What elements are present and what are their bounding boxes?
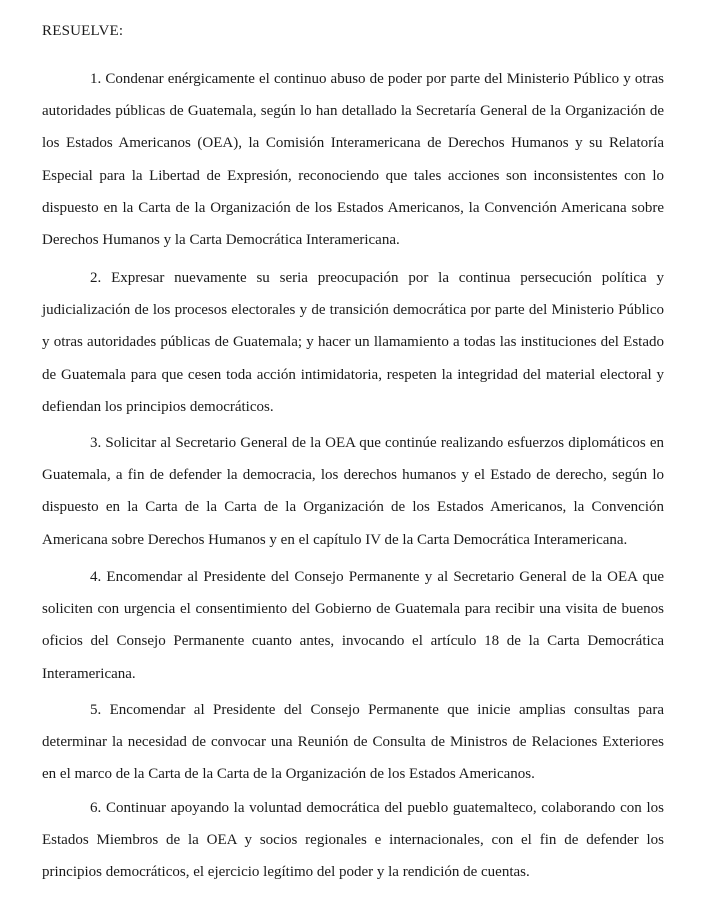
resolution-item-1: 1. Condenar enérgicamente el continuo abuso de poder por parte del Ministerio Público y otras autoridades públicas de Guatemala, según lo han detallado la Secretaría General de la Organización de los Estados Americanos (OEA), la Comisión Interamericana de Derechos Humanos y su Relatoría Especial para la Libertad de Expresión, reconociendo que tales acciones son inconsistentes con lo dispuesto en la Carta de la Organización de los Estados Americanos, la Convención Americana sobre Derechos Humanos y la Carta Democrática Interamericana. [42, 71, 664, 249]
resolution-item-6: 6. Continuar apoyando la voluntad democrática del pueblo guatemalteco, colaborando con los Estados Miembros de la OEA y socios regionales e internacionales, con el fin de defender los principios democráticos, el ejercicio legítimo del poder y la rendición de cuentas. [42, 800, 664, 881]
resolution-item-5: 5. Encomendar al Presidente del Consejo Permanente que inicie amplias consultas para determinar la necesidad de convocar una Reunión de Consulta de Ministros de Relaciones Exteriores en el marco de la Carta de la Carta de la Organización de los Estados Americanos. [42, 702, 664, 783]
section-heading: RESUELVE: [42, 23, 124, 39]
resolution-item-4: 4. Encomendar al Presidente del Consejo Permanente y al Secretario General de la OEA que soliciten con urgencia el consentimiento del Gobierno de Guatemala para recibir una visita de buenos oficios del Consejo Permanente cuanto antes, invocando el artículo 18 de la Carta Democrática Interamericana. [42, 569, 664, 682]
resolution-item-2: 2. Expresar nuevamente su seria preocupación por la continua persecución política y judicialización de los procesos electorales y de transición democrática por parte del Ministerio Público y otras autoridades públicas de Guatemala; y hacer un llamamiento a todas las instituciones del Estado de Guatemala para que cesen toda acción intimidatoria, respeten la integridad del material electoral y defiendan los principios democráticos. [42, 270, 664, 415]
resolution-item-3: 3. Solicitar al Secretario General de la OEA que continúe realizando esfuerzos diplomáticos en Guatemala, a fin de defender la democracia, los derechos humanos y el Estado de derecho, según lo dispuesto en la Carta de la Carta de la Organización de los Estados Americanos, la Convención Americana sobre Derechos Humanos y en el capítulo IV de la Carta Democrática Interamericana. [42, 435, 664, 548]
